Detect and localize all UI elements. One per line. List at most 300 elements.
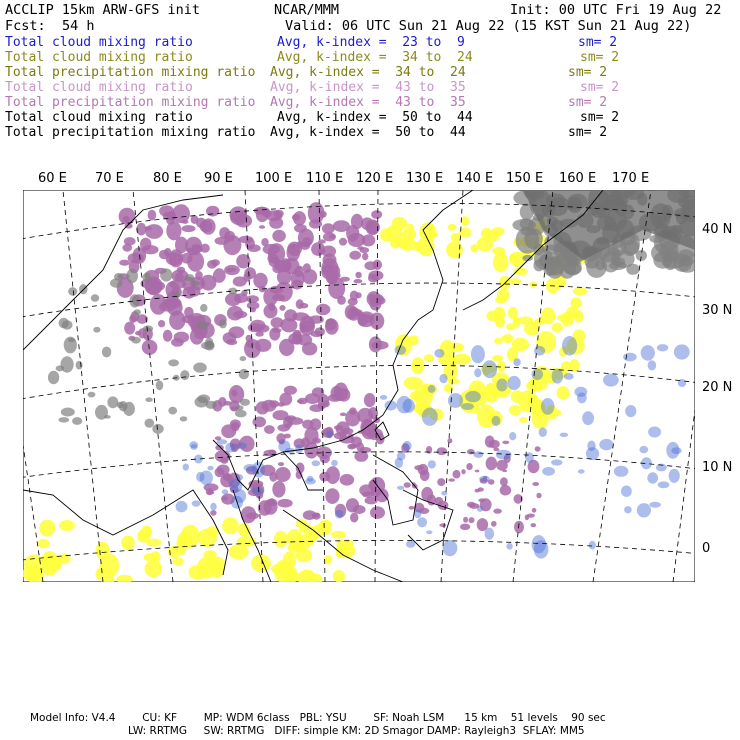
cloud-patch <box>663 253 677 271</box>
cloud-patch <box>671 447 681 454</box>
cloud-patch <box>329 234 336 239</box>
cloud-patch <box>104 415 111 419</box>
cloud-patch <box>236 405 244 410</box>
layer-smoothing: sm= 2 <box>580 110 620 125</box>
cloud-patch <box>474 368 481 377</box>
cloud-patch <box>346 498 359 512</box>
cloud-patch <box>509 278 521 284</box>
lat-label: 30 N <box>702 303 733 318</box>
cloud-patch <box>274 531 288 548</box>
cloud-patch <box>288 333 301 344</box>
cloud-patch <box>446 241 463 258</box>
cloud-patch <box>551 459 562 465</box>
cloud-patch <box>222 517 239 534</box>
cloud-patch <box>562 336 577 356</box>
cloud-patch <box>197 321 208 329</box>
cloud-patch <box>269 499 277 506</box>
init-time: Init: 00 UTC Fri 19 Aug 22 <box>510 2 722 18</box>
cloud-patch <box>68 287 77 296</box>
cloud-patch <box>259 225 265 229</box>
cloud-patch <box>210 503 216 511</box>
cloud-patch <box>225 443 236 453</box>
cloud-patch <box>599 439 613 450</box>
cloud-patch <box>677 249 696 266</box>
cloud-patch <box>272 481 285 498</box>
cloud-patch <box>142 245 158 254</box>
layer-k-index: Avg, k-index = 23 to 9 <box>277 35 465 50</box>
layer-k-index: Avg, k-index = 43 to 35 <box>270 95 466 110</box>
cloud-patch <box>506 543 512 550</box>
org-label: NCAR/MMM <box>274 2 340 18</box>
cloud-patch <box>48 371 59 385</box>
cloud-patch <box>494 307 506 321</box>
cloud-patch <box>428 385 436 393</box>
layer-k-index: Avg, k-index = 34 to 24 <box>270 65 466 80</box>
cloud-patch <box>152 424 163 434</box>
cloud-patch <box>482 360 497 378</box>
cloud-patch <box>253 417 267 428</box>
cloud-patch <box>283 416 293 428</box>
cloud-patch <box>448 393 463 408</box>
cloud-patch <box>297 266 303 270</box>
cloud-patch <box>297 400 304 404</box>
cloud-patch <box>197 557 217 579</box>
cloud-patch <box>649 502 661 508</box>
cloud-patch <box>236 442 247 449</box>
cloud-patch <box>142 340 158 355</box>
cloud-patch <box>223 401 231 406</box>
cloud-patch <box>191 281 200 286</box>
cloud-patch <box>475 489 480 493</box>
cloud-patch <box>262 210 272 217</box>
cloud-patch <box>193 363 207 373</box>
cloud-patch <box>326 430 333 438</box>
map-panel <box>23 190 695 582</box>
cloud-patch <box>657 344 668 351</box>
cloud-patch <box>302 237 311 246</box>
cloud-patch <box>368 294 375 302</box>
cloud-patch <box>278 440 290 452</box>
cloud-patch <box>207 466 213 471</box>
lon-label: 80 E <box>153 171 182 186</box>
cloud-patch <box>240 356 247 361</box>
cloud-patch <box>145 224 163 239</box>
cloud-patch <box>334 273 340 279</box>
cloud-patch <box>277 402 285 407</box>
cloud-patch <box>305 532 317 542</box>
lon-label: 70 E <box>95 171 124 186</box>
layer-smoothing: sm= 2 <box>580 80 620 95</box>
cloud-patch <box>439 523 446 527</box>
cloud-patch <box>463 517 468 523</box>
cloud-patch <box>183 464 189 471</box>
cloud-patch <box>319 520 332 532</box>
cloud-patch <box>509 432 516 440</box>
layer-smoothing: sm= 2 <box>580 50 620 65</box>
cloud-patch <box>238 523 250 537</box>
cloud-patch <box>59 520 75 531</box>
cloud-patch <box>500 485 512 496</box>
cloud-patch <box>461 216 469 226</box>
lon-label: 130 E <box>406 171 444 186</box>
cloud-patch <box>182 225 196 232</box>
cloud-patch <box>614 466 629 477</box>
lon-label: 140 E <box>456 171 494 186</box>
cloud-patch <box>171 338 184 347</box>
cloud-patch <box>340 413 346 417</box>
layer-smoothing: sm= 2 <box>578 35 618 50</box>
cloud-patch <box>201 218 215 234</box>
cloud-patch <box>345 305 357 320</box>
cloud-patch <box>425 224 435 232</box>
cloud-patch <box>245 238 255 250</box>
cloud-patch <box>168 359 179 366</box>
cloud-patch <box>119 208 136 225</box>
cloud-patch <box>611 250 635 268</box>
layer-name: Total cloud mixing ratio <box>5 80 193 95</box>
cloud-patch <box>552 323 563 333</box>
cloud-patch <box>24 554 43 574</box>
cloud-patch <box>269 472 277 482</box>
layer-name: Total cloud mixing ratio <box>5 35 193 50</box>
cloud-patch <box>180 370 189 380</box>
fcst-label: Fcst: <box>5 18 46 34</box>
cloud-patch <box>303 263 311 273</box>
cloud-patch <box>531 523 537 527</box>
cloud-patch <box>355 272 361 279</box>
lon-label: 100 E <box>255 171 293 186</box>
cloud-patch <box>466 463 472 470</box>
cloud-patch <box>413 241 422 251</box>
cloud-patch <box>325 488 339 504</box>
cloud-patch <box>311 242 325 256</box>
cloud-patch <box>263 244 280 255</box>
layer-name: Total cloud mixing ratio <box>5 110 193 125</box>
cloud-patch <box>246 512 259 519</box>
cloud-patch <box>493 509 502 514</box>
cloud-patch <box>508 307 518 320</box>
cloud-patch <box>252 487 264 495</box>
cloud-patch <box>496 379 507 392</box>
cloud-patch <box>502 334 513 343</box>
cloud-patch <box>532 535 546 553</box>
cloud-patch <box>485 528 495 540</box>
cloud-patch <box>200 275 216 291</box>
cloud-patch <box>397 452 406 461</box>
cloud-patch <box>143 273 152 283</box>
cloud-patch <box>280 318 297 332</box>
model-title: ACCLIP 15km ARW-GFS init <box>5 2 201 18</box>
lat-label: 40 N <box>702 222 733 237</box>
cloud-patch <box>110 278 123 287</box>
cloud-patch <box>134 309 141 315</box>
cloud-patch <box>200 244 210 253</box>
cloud-patch <box>532 369 544 381</box>
cloud-patch <box>471 345 485 363</box>
cloud-patch <box>424 354 435 362</box>
cloud-patch <box>465 391 481 402</box>
cloud-patch <box>163 330 173 342</box>
cloud-patch <box>461 403 474 410</box>
cloud-patch <box>364 393 376 407</box>
cloud-patch <box>340 474 355 486</box>
cloud-patch <box>244 464 257 472</box>
cloud-patch <box>168 407 177 415</box>
cloud-patch <box>131 337 141 344</box>
layer-name: Total precipitation mixing ratio <box>5 65 256 80</box>
cloud-patch <box>453 470 461 479</box>
cloud-patch <box>107 396 118 408</box>
cloud-patch <box>269 257 281 267</box>
cloud-patch <box>603 374 619 387</box>
cloud-patch <box>519 417 528 423</box>
cloud-patch <box>437 447 448 455</box>
layer-k-index: Avg, k-index = 50 to 44 <box>270 125 466 140</box>
cloud-patch <box>58 417 69 422</box>
cloud-patch <box>151 551 161 562</box>
cloud-patch <box>350 513 358 523</box>
cloud-patch <box>119 260 130 266</box>
cloud-patch <box>297 241 304 248</box>
cloud-patch <box>172 557 183 565</box>
cloud-patch <box>426 530 432 534</box>
cloud-patch <box>296 548 312 562</box>
cloud-patch <box>506 323 515 330</box>
cloud-patch <box>417 517 427 527</box>
layer-smoothing: sm= 2 <box>568 125 608 140</box>
fcst-value: 54 h <box>62 18 95 34</box>
cloud-patch <box>271 564 291 575</box>
cloud-patch <box>541 398 554 415</box>
lon-label: 150 E <box>506 171 544 186</box>
cloud-patch <box>637 503 651 517</box>
cloud-patch <box>88 392 96 398</box>
cloud-patch <box>641 345 655 361</box>
cloud-patch <box>402 228 417 240</box>
cloud-patch <box>335 510 343 519</box>
cloud-patch <box>219 319 227 328</box>
cloud-patch <box>491 521 497 527</box>
cloud-patch <box>312 513 320 518</box>
cloud-patch <box>312 438 321 444</box>
cloud-patch <box>467 449 475 454</box>
lat-label: 10 N <box>702 460 733 475</box>
cloud-patch <box>347 444 355 450</box>
layer-smoothing: sm= 2 <box>568 65 608 80</box>
cloud-patch <box>461 469 465 474</box>
cloud-patch <box>448 224 457 231</box>
footer-physics: LW: RRTMG SW: RRTMG DIFF: simple KM: 2D Smagor DAMP: Rayleigh3 SFLAY: MM5 <box>128 725 585 737</box>
cloud-patch <box>513 268 528 276</box>
cloud-patch <box>39 520 55 537</box>
cloud-patch <box>248 323 263 332</box>
cloud-patch <box>96 568 106 580</box>
cloud-patch <box>182 287 195 299</box>
cloud-patch <box>561 361 572 371</box>
cloud-patch <box>240 399 250 406</box>
layer-smoothing: sm= 2 <box>568 95 608 110</box>
cloud-patch <box>287 529 303 547</box>
cloud-patch <box>434 349 444 358</box>
cloud-patch <box>195 331 207 339</box>
cloud-patch <box>93 327 100 333</box>
lon-label: 90 E <box>204 171 233 186</box>
cloud-patch <box>230 268 237 272</box>
cloud-patch <box>197 394 210 403</box>
cloud-patch <box>316 304 330 315</box>
cloud-patch <box>460 524 470 530</box>
cloud-patch <box>277 270 292 285</box>
cloud-patch <box>354 279 363 283</box>
cloud-patch <box>497 361 506 372</box>
lat-label: 20 N <box>702 380 733 395</box>
cloud-patch <box>525 515 529 521</box>
cloud-patch <box>148 210 157 221</box>
cloud-patch <box>325 319 339 335</box>
cloud-patch <box>146 539 162 547</box>
cloud-patch <box>422 408 438 426</box>
cloud-patch <box>177 267 185 274</box>
cloud-patch <box>362 253 368 260</box>
cloud-patch <box>414 510 421 519</box>
cloud-patch <box>328 277 345 299</box>
cloud-patch <box>264 304 278 318</box>
cloud-patch <box>561 312 574 327</box>
cloud-patch <box>210 510 216 516</box>
cloud-patch <box>502 441 509 445</box>
cloud-patch <box>577 393 587 404</box>
cloud-patch <box>128 253 144 263</box>
cloud-patch <box>217 439 228 444</box>
cloud-patch <box>247 302 260 310</box>
cloud-patch <box>244 267 256 279</box>
footer-model-info: Model Info: V4.4 CU: KF MP: WDM 6class PBL: YSU SF: Noah LSM 15 km 51 levels 90 sec <box>30 712 606 724</box>
cloud-patch <box>331 460 338 467</box>
cloud-patch <box>200 304 207 312</box>
cloud-patch <box>439 374 447 383</box>
cloud-patch <box>182 315 197 323</box>
cloud-patch <box>322 223 335 234</box>
cloud-patch <box>164 248 171 256</box>
cloud-patch <box>144 560 162 577</box>
cloud-patch <box>669 469 680 483</box>
cloud-patch <box>302 420 313 429</box>
cloud-patch <box>224 231 235 242</box>
cloud-patch <box>291 280 303 290</box>
cloud-patch <box>275 282 293 302</box>
cloud-patch <box>337 296 346 305</box>
cloud-patch <box>145 419 155 428</box>
lat-label: 0 <box>702 541 711 556</box>
cloud-patch <box>648 427 661 438</box>
cloud-patch <box>357 442 365 452</box>
cloud-patch <box>481 228 492 239</box>
cloud-patch <box>277 499 292 508</box>
cloud-patch <box>136 223 146 236</box>
cloud-patch <box>397 486 404 490</box>
cloud-patch <box>121 536 135 551</box>
cloud-patch <box>552 369 564 384</box>
cloud-patch <box>508 376 521 390</box>
cloud-patch <box>91 294 99 302</box>
cloud-patch <box>369 336 382 352</box>
cloud-patch <box>529 281 537 287</box>
cloud-patch <box>223 332 237 344</box>
cloud-patch <box>324 555 332 565</box>
cloud-patch <box>497 289 509 302</box>
layer-k-index: Avg, k-index = 43 to 35 <box>270 80 466 95</box>
cloud-patch <box>360 247 370 253</box>
cloud-patch <box>492 416 501 426</box>
cloud-patch <box>321 265 334 280</box>
cloud-patch <box>536 493 541 499</box>
cloud-patch <box>206 206 219 217</box>
cloud-patch <box>564 373 574 380</box>
cloud-patch <box>269 327 280 340</box>
cloud-patch <box>239 369 249 380</box>
cloud-patch <box>185 237 202 256</box>
cloud-patch <box>76 361 83 370</box>
cloud-patch <box>512 338 529 351</box>
cloud-patch <box>190 444 197 450</box>
cloud-patch <box>235 214 252 227</box>
cloud-patch <box>185 274 195 281</box>
cloud-patch <box>376 489 389 503</box>
cloud-patch <box>586 447 599 460</box>
cloud-patch <box>624 506 632 513</box>
cloud-patch <box>231 422 240 431</box>
cloud-patch <box>370 506 385 519</box>
layer-k-index: Avg, k-index = 50 to 44 <box>277 110 473 125</box>
lon-label: 160 E <box>559 171 597 186</box>
layer-name: Total precipitation mixing ratio <box>5 125 256 140</box>
cloud-patch <box>647 472 658 483</box>
cloud-patch <box>362 234 376 246</box>
cloud-patch <box>192 500 201 506</box>
cloud-patch <box>273 210 283 218</box>
cloud-patch <box>532 482 539 486</box>
cloud-patch <box>448 378 460 384</box>
cloud-patch <box>485 436 495 448</box>
layer-name: Total precipitation mixing ratio <box>5 95 256 110</box>
cloud-patch <box>574 310 584 322</box>
cloud-patch <box>534 346 545 356</box>
cloud-patch <box>339 238 347 246</box>
cloud-patch <box>349 251 361 260</box>
cloud-patch <box>126 269 138 284</box>
cloud-patch <box>331 531 346 539</box>
cloud-patch <box>648 360 657 370</box>
cloud-patch <box>589 541 596 550</box>
cloud-patch <box>486 457 497 471</box>
cloud-patch <box>557 386 570 400</box>
cloud-patch <box>470 244 478 252</box>
cloud-patch <box>453 354 471 365</box>
cloud-patch <box>639 446 648 453</box>
cloud-patch <box>479 476 490 482</box>
cloud-patch <box>348 298 358 306</box>
cloud-patch <box>124 237 136 245</box>
cloud-patch <box>119 401 128 411</box>
cloud-patch <box>518 390 538 412</box>
cloud-patch <box>275 467 291 482</box>
cloud-patch <box>539 427 547 437</box>
cloud-patch <box>334 383 348 401</box>
cloud-patch <box>158 320 165 327</box>
cloud-patch <box>513 358 520 366</box>
cloud-patch <box>500 477 508 486</box>
cloud-patch <box>346 225 359 241</box>
